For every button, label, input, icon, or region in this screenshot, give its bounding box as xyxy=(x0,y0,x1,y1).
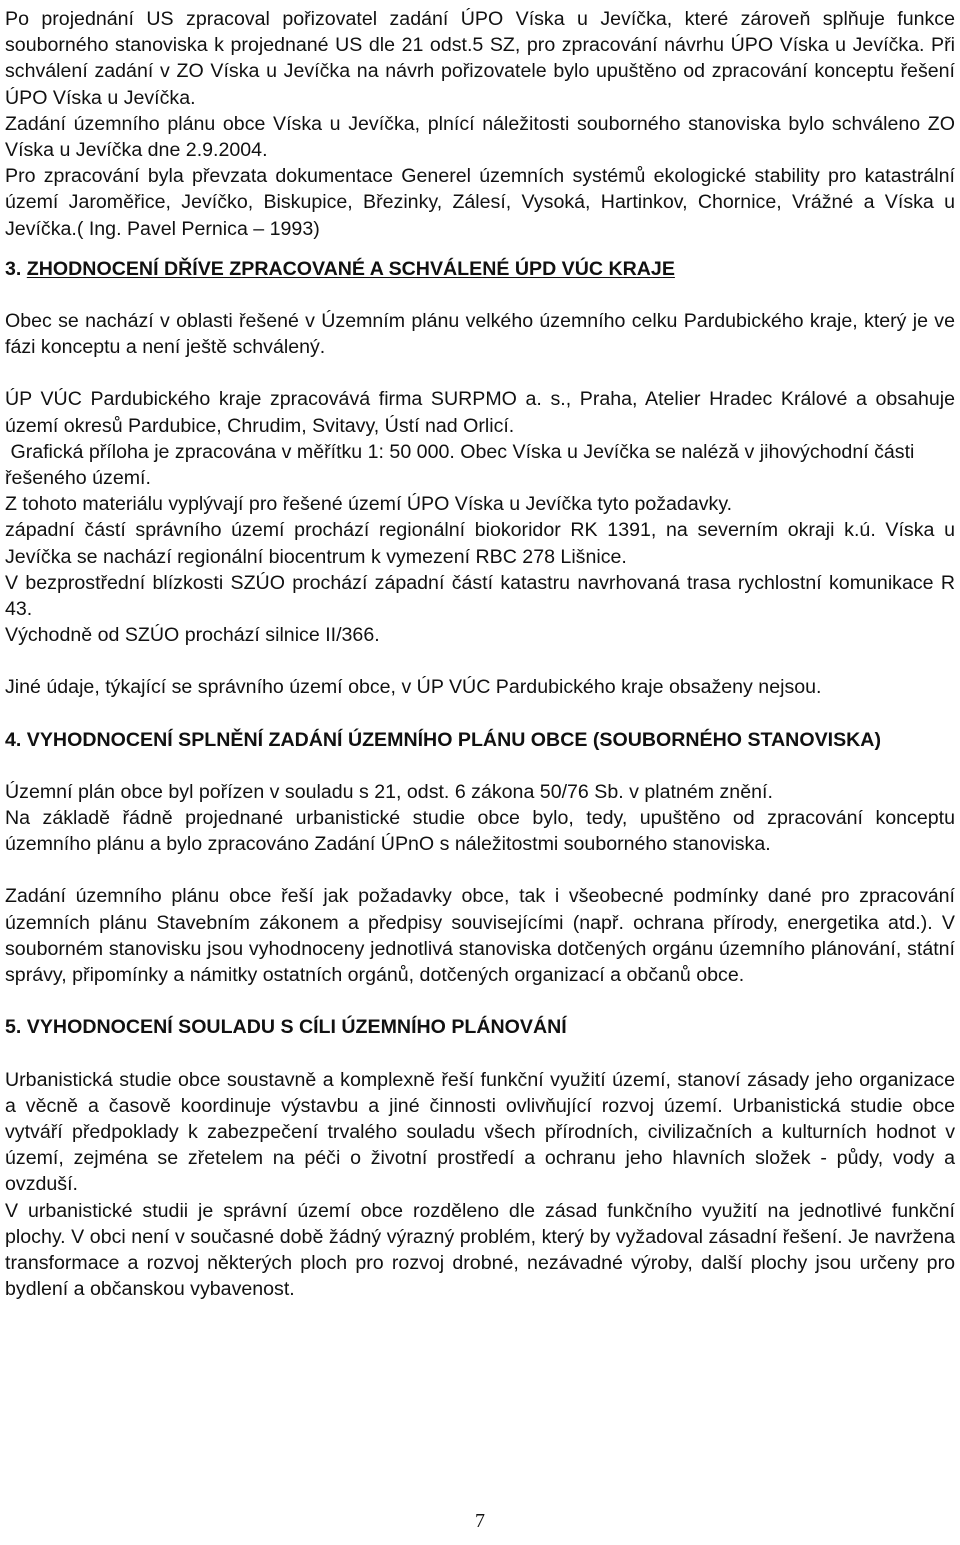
section-4-paragraph-2: Na základě řádně projednané urbanistické studie obce bylo, tedy, upuštěno od zpracování konceptu územního plánu a bylo zpracováno Zadání ÚPnO s náležitostmi souborného stanoviska. xyxy=(5,807,955,856)
intro-paragraph-1: Po projednání US zpracoval pořizovatel zadání ÚPO Víska u Jevíčka, které zároveň splňuje funkce souborného stanoviska k projednané US dle 21 odst.5 SZ, pro zpracování návrhu ÚPO Víska u Jevíčka. Při schválení zadání v ZO Víska u Jevíčka na návrh pořizovatele bylo upuštěno od zpracování konceptu řešení ÚPO Víska u Jevíčka. xyxy=(5,8,955,109)
page-number: 7 xyxy=(475,1510,485,1532)
intro-paragraph-2: Zadání územního plánu obce Víska u Jevíčka, plnící náležitosti souborného stanoviska bylo schváleno ZO Víska u Jevíčka dne 2.9.2004. xyxy=(5,112,955,162)
section-5-number: 5. xyxy=(5,1016,22,1039)
section-3-paragraph-7: Východně od SZÚO prochází silnice II/366. xyxy=(5,624,380,647)
section-3-paragraph-2: ÚP VÚC Pardubického kraje zpracovává firma SURPMO a. s., Praha, Atelier Hradec Králové a obsahuje území okresů Pardubice, Chrudim, Svitavy, Ústí nad Orlicí. xyxy=(5,388,955,437)
intro-paragraph-3: Pro zpracování byla převzata dokumentace Generel územních systémů ekologické stability pro katastrální území Jaroměřice, Jevíčko, Biskupice, Březinky, Zálesí, Vysoká, Hartinkov, Chornice, Vrážné a Víska u Jevíčka.( Ing. Pavel Pernica – 1993) xyxy=(5,165,955,240)
section-3-heading xyxy=(5,256,955,282)
section-5-heading xyxy=(5,1014,955,1040)
section-3-paragraph-8: Jiné údaje, týkající se správního území obce, v ÚP VÚC Pardubického kraje obsaženy nejsou. xyxy=(5,676,822,699)
section-3-number: 3. xyxy=(5,257,22,280)
section-4-paragraph-3: Zadání územního plánu obce řeší jak požadavky obce, tak i všeobecné podmínky dané pro zpracování územních plánu Stavebním zákonem a předpisy souvisejícími (např. ochrana přírody, energetika atd.). V souborném stanovisku jsou vyhodnoceny jednotlivá stanoviska dotčených orgánu územního plánování, státní správy, připomínky a námitky ostatních orgánů, dotčených organizací a občanů obce. xyxy=(5,885,955,987)
section-4-heading xyxy=(5,727,955,753)
section-4-paragraph-1: Územní plán obce byl pořízen v souladu s 21, odst. 6 zákona 50/76 Sb. v platném znění. xyxy=(5,780,773,803)
section-5-paragraph-1: Urbanistická studie obce soustavně a komplexně řeší funkční využití území, stanoví zásady jeho organizace a věcně a časově koordinuje výstavbu a jiné činnosti ovlivňující rozvoj území. Urbanistická studie obce vytváří předpoklady k zabezpečení trvalého souladu všech přírodních, civilizačních a kulturních hodnot v území, zejména se zřetelem na péči o životní prostředí a ochranu jeho hlavních složek - půdy, vody a ovzduší. xyxy=(5,1068,955,1196)
section-3-paragraph-3: Grafická příloha je zpracována v měřítku 1: 50 000. Obec Víska u Jevíčka se naléză v jihovýchodní části řešeného území. xyxy=(5,440,920,490)
section-4-number: 4. xyxy=(5,728,22,751)
section-3-title: ZHODNOCENÍ DŘÍVE ZPRACOVANÉ A SCHVÁLENÉ ÚPD VÚC KRAJE xyxy=(26,257,675,280)
document-page xyxy=(5,6,955,1302)
section-5-title: VYHODNOCENÍ SOULADU S CÍLI ÚZEMNÍHO PLÁNOVÁNÍ xyxy=(26,1016,567,1039)
section-5-paragraph-2: V urbanistické studii je správní území obce rozděleno dle zásad funkčního využití na jednotlivé funkční plochy. V obci není v současné době žádný výrazný problém, který by vyžadoval zásadní řešení. Je navržena transformace a rozvoj některých ploch pro rozvoj drobné, nezávadné výroby, další plochy jsou určeny pro bydlení a občanskou vybavenost. xyxy=(5,1199,955,1301)
section-3-paragraph-5: západní částí správního území prochází regionální biokoridor RK 1391, na severním okraji k.ú. Víska u Jevíčka se nachází regionální biocentrum k vymezení RBC 278 Lišnice. xyxy=(5,519,955,568)
section-4-title: VYHODNOCENÍ SPLNĚNÍ ZADÁNÍ ÚZEMNÍHO PLÁNU OBCE (SOUBORNÉHO STANOVISKA) xyxy=(26,728,881,751)
section-3-paragraph-6: V bezprostřední blízkosti SZÚO prochází západní částí katastru navrhovaná trasa rychlostní komunikace R 43. xyxy=(5,571,955,621)
section-3-paragraph-1: Obec se nachází v oblasti řešené v Územním plánu velkého územního celku Pardubického kraje, který je ve fázi konceptu a není ještě schválený. xyxy=(5,310,955,359)
section-3-paragraph-4: Z tohoto materiálu vyplývají pro řešené území ÚPO Víska u Jevíčka tyto požadavky. xyxy=(5,493,733,516)
